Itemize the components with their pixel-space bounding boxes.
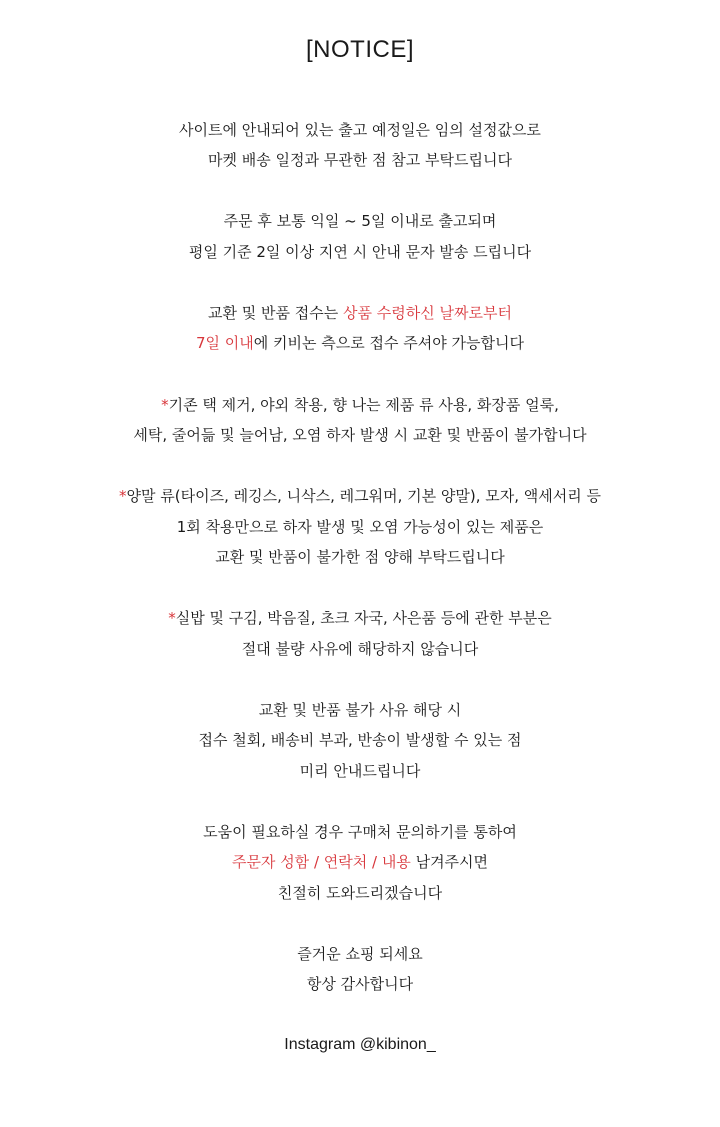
return-period-line-2 bbox=[0, 333, 720, 353]
rejection-notice-line-1: 교환 및 반품 불가 사유 해당 시 bbox=[258, 701, 462, 719]
instagram-handle: Instagram @kibinon_ bbox=[284, 1036, 436, 1053]
return-days-highlight: 7일 이내 bbox=[196, 334, 254, 352]
contact-line-3: 친절히 도와드리겠습니다 bbox=[277, 884, 443, 902]
rejection-notice-line-3: 미리 안내드립니다 bbox=[299, 762, 421, 780]
not-defect-text: 실밥 및 구김, 박음질, 초크 자국, 사은품 등에 관한 부분은 bbox=[175, 609, 552, 627]
return-days-text: 에 키비논 측으로 접수 주셔야 가능합니다 bbox=[253, 334, 524, 352]
asterisk-icon: * bbox=[119, 487, 127, 505]
asterisk-icon: * bbox=[168, 609, 176, 627]
rejection-notice-line-2: 접수 철회, 배송비 부과, 반송이 발생할 수 있는 점 bbox=[198, 731, 522, 749]
contact-line-2 bbox=[0, 852, 720, 872]
asterisk-icon: * bbox=[161, 396, 169, 414]
non-returnable-items-line-2: 1회 착용만으로 하자 발생 및 오염 가능성이 있는 제품은 bbox=[176, 518, 544, 536]
non-returnable-items-line-3: 교환 및 반품이 불가한 점 양해 부탁드립니다 bbox=[215, 548, 505, 566]
shipping-schedule-line-1: 주문 후 보통 익일 ~ 5일 이내로 출고되며 bbox=[223, 212, 497, 230]
closing-line-2: 항상 감사합니다 bbox=[306, 975, 414, 993]
closing-line-1: 즐거운 쇼핑 되세요 bbox=[297, 945, 423, 963]
return-period-highlight: 상품 수령하신 날짜로부터 bbox=[343, 304, 512, 322]
shipping-schedule-line-2: 평일 기준 2일 이상 지연 시 안내 문자 발송 드립니다 bbox=[188, 243, 532, 261]
contact-info-highlight: 주문자 성함 / 연락처 / 내용 bbox=[231, 853, 411, 871]
non-returnable-items-text: 양말 류(타이즈, 레깅스, 니삭스, 레그워머, 기본 양말), 모자, 액세서리 등 bbox=[126, 487, 601, 505]
contact-line-1: 도움이 필요하실 경우 구매처 문의하기를 통하여 bbox=[203, 823, 517, 841]
not-defect-line-1 bbox=[0, 608, 720, 628]
contact-info-text: 남겨주시면 bbox=[410, 853, 489, 871]
return-period-text: 교환 및 반품 접수는 bbox=[208, 304, 344, 322]
non-returnable-cond-line-2: 세탁, 줄어듦 및 늘어남, 오염 하자 발생 시 교환 및 반품이 불가합니다 bbox=[133, 426, 587, 444]
non-returnable-cond-text: 기존 택 제거, 야외 착용, 향 나는 제품 류 사용, 화장품 얼룩, bbox=[168, 396, 559, 414]
not-defect-line-2: 절대 불량 사유에 해당하지 않습니다 bbox=[241, 640, 479, 658]
non-returnable-cond-line-1 bbox=[0, 395, 720, 415]
return-period-line-1 bbox=[0, 303, 720, 323]
page-title: [NOTICE] bbox=[305, 36, 414, 63]
shipping-date-line-2: 마켓 배송 일정과 무관한 점 참고 부탁드립니다 bbox=[208, 151, 512, 169]
non-returnable-items-line-1 bbox=[0, 486, 720, 506]
shipping-date-line-1: 사이트에 안내되어 있는 출고 예정일은 임의 설정값으로 bbox=[179, 121, 541, 139]
